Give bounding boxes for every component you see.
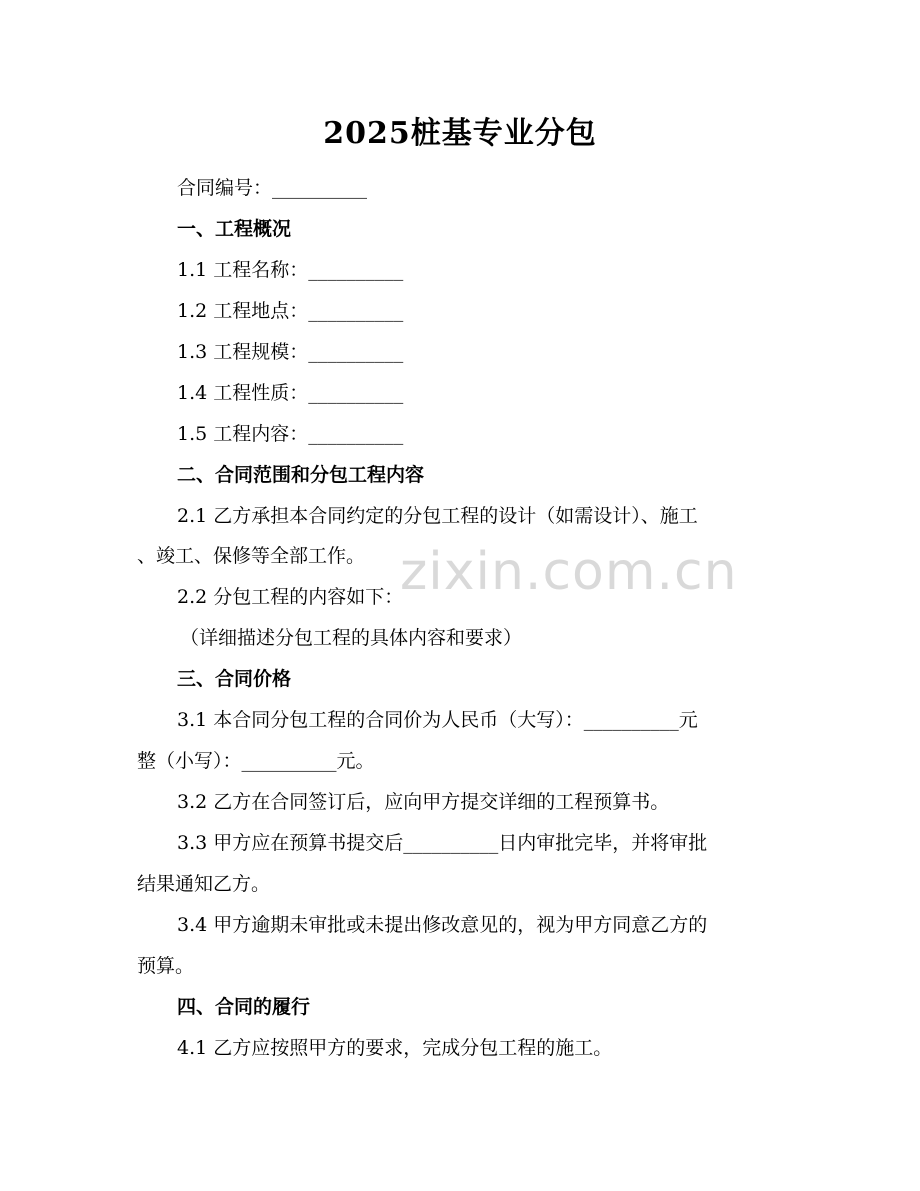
section-1-item: 1.4 工程性质：__________ (177, 382, 404, 404)
section-1-item: 1.5 工程内容：__________ (177, 423, 404, 445)
section-2-paragraph: 2.2 分包工程的内容如下： (177, 586, 404, 608)
section-3-paragraph: 结果通知乙方。 (137, 873, 271, 895)
section-4-heading: 四、合同的履行 (177, 996, 311, 1018)
section-4-paragraph: 4.1 乙方应按照甲方的要求，完成分包工程的施工。 (177, 1037, 613, 1059)
section-1-item: 1.1 工程名称：__________ (177, 259, 404, 281)
section-2-paragraph: 、竣工、保修等全部工作。 (137, 545, 366, 567)
section-3-paragraph: 3.3 甲方应在预算书提交后__________日内审批完毕，并将审批 (177, 832, 708, 854)
section-1-item: 1.2 工程地点：__________ (177, 300, 404, 322)
section-2-paragraph: （详细描述分包工程的具体内容和要求） (180, 627, 523, 649)
watermark: zixin.com.cn (400, 542, 738, 602)
section-2-heading: 二、合同范围和分包工程内容 (177, 464, 425, 486)
section-3-paragraph: 3.4 甲方逾期未审批或未提出修改意见的，视为甲方同意乙方的 (177, 914, 708, 936)
contract-number: 合同编号：__________ (177, 177, 368, 199)
section-3-heading: 三、合同价格 (177, 668, 292, 690)
section-3-paragraph: 整（小写）：__________元。 (137, 750, 375, 772)
section-3-paragraph: 预算。 (137, 955, 195, 977)
section-1-item: 1.3 工程规模：__________ (177, 341, 404, 363)
section-3-paragraph: 3.1 本合同分包工程的合同价为人民币（大写）：__________元 (177, 709, 698, 731)
document-title: 2025桩基专业分包 (323, 116, 597, 151)
section-2-paragraph: 2.1 乙方承担本合同约定的分包工程的设计（如需设计）、施工 (177, 505, 698, 527)
section-3-paragraph: 3.2 乙方在合同签订后，应向甲方提交详细的工程预算书。 (177, 791, 670, 813)
section-1-heading: 一、工程概况 (177, 218, 292, 240)
